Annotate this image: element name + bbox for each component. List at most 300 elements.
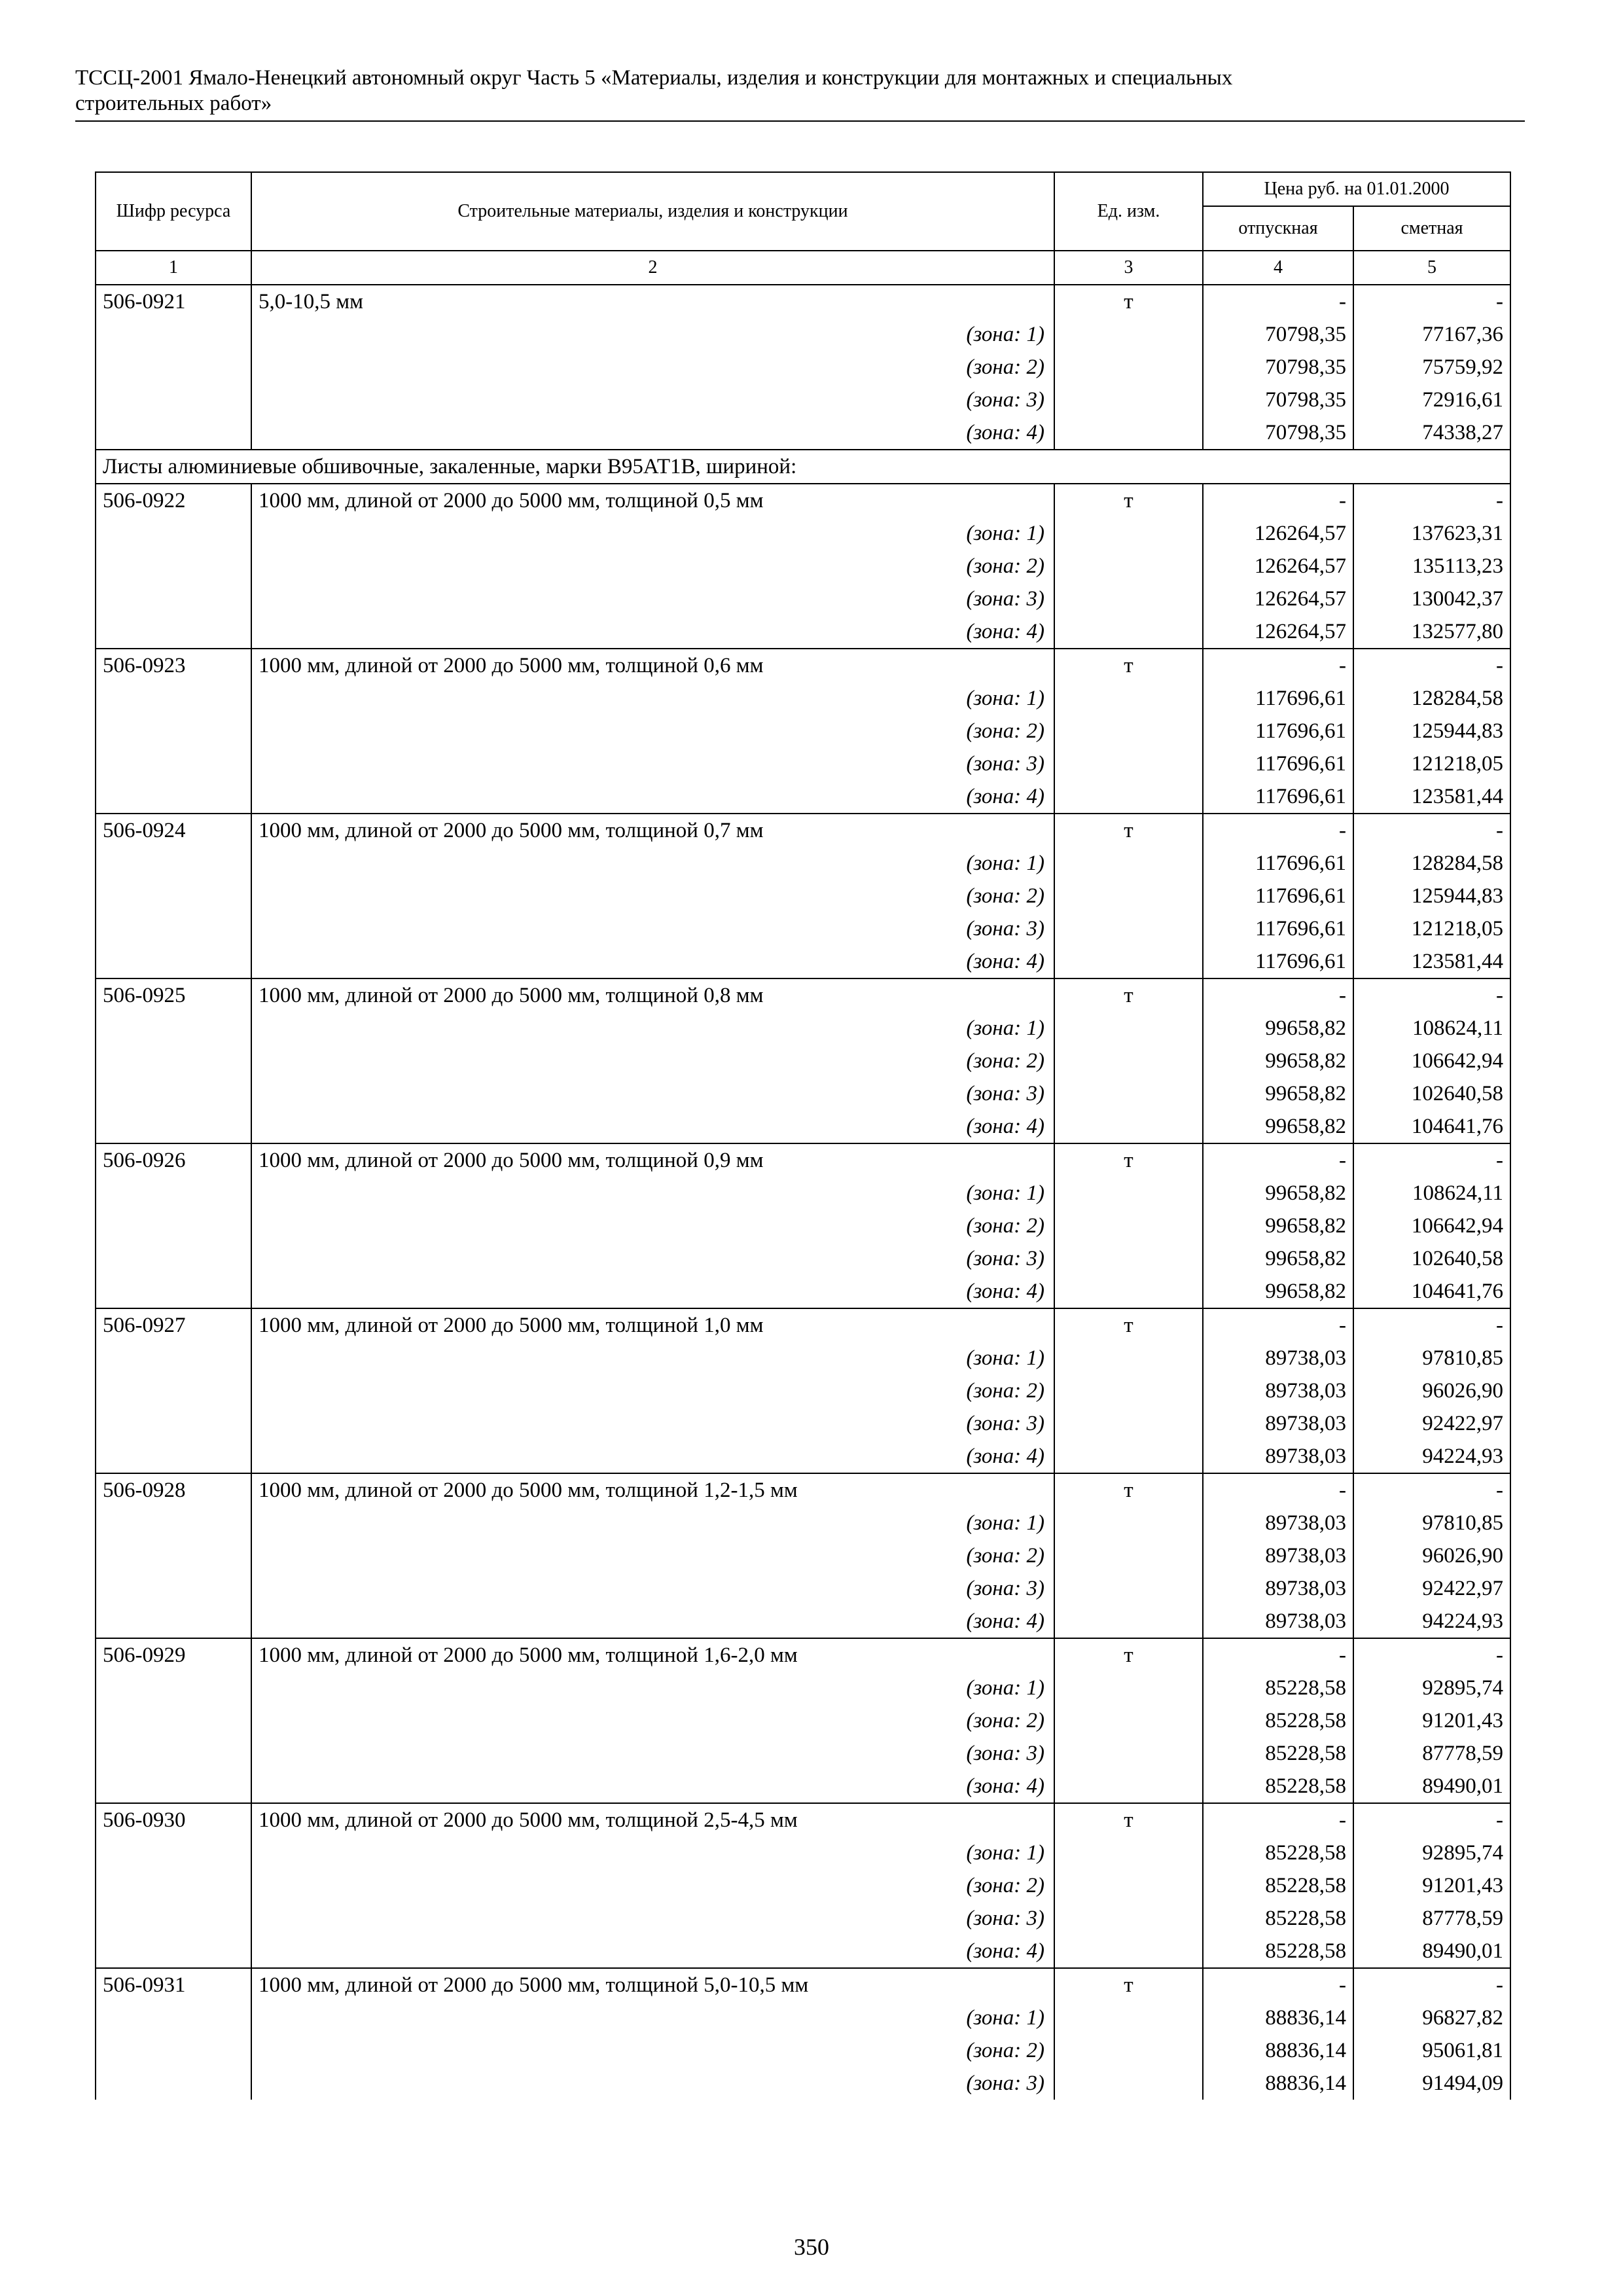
estimate-price: - <box>1353 1308 1510 1342</box>
release-price: - <box>1203 1308 1353 1342</box>
release-price: 99658,82 <box>1203 1110 1353 1143</box>
release-price: 126264,57 <box>1203 615 1353 649</box>
header-line-1: ТССЦ-2001 Ямало-Ненецкий автономный округ Часть 5 «Материалы, изделия и конструкции для монтажных и специальных <box>75 66 1233 90</box>
release-price: 117696,61 <box>1203 880 1353 912</box>
resource-code-empty <box>96 351 251 384</box>
header-material-name: Строительные материалы, изделия и конструкции <box>251 172 1054 251</box>
zone-row <box>96 1077 1510 1110</box>
zone-row <box>96 1605 1510 1638</box>
estimate-price: 106642,94 <box>1353 1045 1510 1077</box>
resource-code: 506-0931 <box>96 1968 251 2001</box>
unit-empty <box>1054 2001 1203 2034</box>
release-price: 85228,58 <box>1203 1770 1353 1803</box>
resource-code: 506-0928 <box>96 1473 251 1507</box>
release-price: 117696,61 <box>1203 847 1353 880</box>
resource-name: 1000 мм, длиной от 2000 до 5000 мм, толщиной 1,0 мм <box>251 1308 1054 1342</box>
unit-empty <box>1054 780 1203 814</box>
release-price: 89738,03 <box>1203 1342 1353 1374</box>
unit-empty <box>1054 1374 1203 1407</box>
release-price: 126264,57 <box>1203 550 1353 583</box>
zone-label: (зона: 4) <box>251 615 1054 649</box>
zone-label: (зона: 1) <box>251 1342 1054 1374</box>
resource-unit: т <box>1054 1473 1203 1507</box>
resource-name: 1000 мм, длиной от 2000 до 5000 мм, толщиной 2,5-4,5 мм <box>251 1803 1054 1837</box>
resource-code: 506-0930 <box>96 1803 251 1837</box>
estimate-price: 128284,58 <box>1353 847 1510 880</box>
zone-label: (зона: 4) <box>251 1275 1054 1308</box>
resource-code-empty <box>96 2067 251 2100</box>
zone-row <box>96 912 1510 945</box>
resource-name: 1000 мм, длиной от 2000 до 5000 мм, толщиной 0,9 мм <box>251 1143 1054 1177</box>
unit-empty <box>1054 1672 1203 1704</box>
zone-row <box>96 880 1510 912</box>
release-price: 70798,35 <box>1203 416 1353 450</box>
unit-empty <box>1054 1837 1203 1869</box>
unit-empty <box>1054 1210 1203 1242</box>
estimate-price: 96827,82 <box>1353 2001 1510 2034</box>
release-price: 117696,61 <box>1203 682 1353 715</box>
resource-code: 506-0923 <box>96 649 251 682</box>
zone-row <box>96 416 1510 450</box>
zone-row <box>96 747 1510 780</box>
resource-code-empty <box>96 1177 251 1210</box>
resource-code-empty <box>96 715 251 747</box>
estimate-price: - <box>1353 1968 1510 2001</box>
unit-empty <box>1054 384 1203 416</box>
unit-empty <box>1054 1177 1203 1210</box>
release-price: 117696,61 <box>1203 747 1353 780</box>
resource-code: 506-0922 <box>96 484 251 517</box>
unit-empty <box>1054 1110 1203 1143</box>
column-number: 5 <box>1353 251 1510 285</box>
resource-code-empty <box>96 1837 251 1869</box>
header-price-group: Цена руб. на 01.01.2000 <box>1203 172 1510 206</box>
resource-code-empty <box>96 847 251 880</box>
unit-empty <box>1054 715 1203 747</box>
unit-empty <box>1054 912 1203 945</box>
resource-code-empty <box>96 583 251 615</box>
resource-code-empty <box>96 550 251 583</box>
resource-code: 506-0929 <box>96 1638 251 1672</box>
header-resource-code: Шифр ресурса <box>96 172 251 251</box>
column-number: 1 <box>96 251 251 285</box>
estimate-price: 92895,74 <box>1353 1837 1510 1869</box>
zone-label: (зона: 3) <box>251 747 1054 780</box>
zone-label: (зона: 3) <box>251 1902 1054 1935</box>
release-price: - <box>1203 1473 1353 1507</box>
unit-empty <box>1054 1407 1203 1440</box>
resource-code-empty <box>96 1869 251 1902</box>
release-price: 89738,03 <box>1203 1407 1353 1440</box>
estimate-price: 108624,11 <box>1353 1177 1510 1210</box>
resource-price-table <box>95 171 1511 2100</box>
estimate-price: 95061,81 <box>1353 2034 1510 2067</box>
resource-code-empty <box>96 1242 251 1275</box>
zone-row <box>96 1507 1510 1539</box>
resource-code: 506-0924 <box>96 814 251 847</box>
estimate-price: 106642,94 <box>1353 1210 1510 1242</box>
release-price: 89738,03 <box>1203 1374 1353 1407</box>
estimate-price: 108624,11 <box>1353 1012 1510 1045</box>
unit-empty <box>1054 682 1203 715</box>
table-row <box>96 285 1510 318</box>
zone-label: (зона: 3) <box>251 1077 1054 1110</box>
resource-unit: т <box>1054 1308 1203 1342</box>
zone-row <box>96 1242 1510 1275</box>
resource-code-empty <box>96 1012 251 1045</box>
estimate-price: 104641,76 <box>1353 1275 1510 1308</box>
estimate-price: 87778,59 <box>1353 1902 1510 1935</box>
zone-label: (зона: 4) <box>251 1110 1054 1143</box>
release-price: 85228,58 <box>1203 1837 1353 1869</box>
resource-unit: т <box>1054 1638 1203 1672</box>
zone-label: (зона: 1) <box>251 2001 1054 2034</box>
resource-unit: т <box>1054 1143 1203 1177</box>
zone-row <box>96 1177 1510 1210</box>
zone-row <box>96 1770 1510 1803</box>
zone-label: (зона: 2) <box>251 880 1054 912</box>
zone-row <box>96 1869 1510 1902</box>
unit-empty <box>1054 1012 1203 1045</box>
release-price: 85228,58 <box>1203 1737 1353 1770</box>
zone-row <box>96 1275 1510 1308</box>
estimate-price: 137623,31 <box>1353 517 1510 550</box>
zone-label: (зона: 2) <box>251 1704 1054 1737</box>
unit-empty <box>1054 945 1203 978</box>
zone-row <box>96 780 1510 814</box>
resource-code-empty <box>96 1572 251 1605</box>
zone-row <box>96 1045 1510 1077</box>
zone-label: (зона: 1) <box>251 1177 1054 1210</box>
resource-code-empty <box>96 1077 251 1110</box>
table-row <box>96 1803 1510 1837</box>
resource-code-empty <box>96 1275 251 1308</box>
header-release-price: отпускная <box>1203 206 1353 251</box>
estimate-price: - <box>1353 1473 1510 1507</box>
estimate-price: 94224,93 <box>1353 1440 1510 1473</box>
unit-empty <box>1054 1440 1203 1473</box>
release-price: 117696,61 <box>1203 945 1353 978</box>
release-price: 99658,82 <box>1203 1177 1353 1210</box>
zone-row <box>96 1110 1510 1143</box>
group-heading-row <box>96 450 1510 484</box>
release-price: 117696,61 <box>1203 780 1353 814</box>
resource-name: 1000 мм, длиной от 2000 до 5000 мм, толщиной 0,5 мм <box>251 484 1054 517</box>
resource-unit: т <box>1054 1968 1203 2001</box>
table-row <box>96 1638 1510 1672</box>
estimate-price: - <box>1353 978 1510 1012</box>
release-price: - <box>1203 814 1353 847</box>
zone-label: (зона: 2) <box>251 1374 1054 1407</box>
release-price: 89738,03 <box>1203 1605 1353 1638</box>
release-price: 99658,82 <box>1203 1275 1353 1308</box>
zone-label: (зона: 2) <box>251 351 1054 384</box>
unit-empty <box>1054 1242 1203 1275</box>
estimate-price: 77167,36 <box>1353 318 1510 351</box>
release-price: 89738,03 <box>1203 1507 1353 1539</box>
resource-code-empty <box>96 1045 251 1077</box>
estimate-price: 91201,43 <box>1353 1704 1510 1737</box>
estimate-price: - <box>1353 1143 1510 1177</box>
unit-empty <box>1054 880 1203 912</box>
unit-empty <box>1054 517 1203 550</box>
estimate-price: - <box>1353 649 1510 682</box>
resource-code-empty <box>96 880 251 912</box>
release-price: 117696,61 <box>1203 912 1353 945</box>
column-number: 3 <box>1054 251 1203 285</box>
document-header <box>75 65 1525 117</box>
estimate-price: 97810,85 <box>1353 1342 1510 1374</box>
zone-label: (зона: 3) <box>251 384 1054 416</box>
resource-code-empty <box>96 1374 251 1407</box>
estimate-price: 102640,58 <box>1353 1242 1510 1275</box>
estimate-price: 96026,90 <box>1353 1539 1510 1572</box>
zone-row <box>96 1539 1510 1572</box>
zone-label: (зона: 4) <box>251 780 1054 814</box>
unit-empty <box>1054 1077 1203 1110</box>
unit-empty <box>1054 1572 1203 1605</box>
resource-code-empty <box>96 747 251 780</box>
resource-unit: т <box>1054 285 1203 318</box>
estimate-price: 121218,05 <box>1353 747 1510 780</box>
zone-row <box>96 1407 1510 1440</box>
column-number: 4 <box>1203 251 1353 285</box>
zone-row <box>96 2001 1510 2034</box>
estimate-price: 123581,44 <box>1353 780 1510 814</box>
unit-empty <box>1054 1770 1203 1803</box>
unit-empty <box>1054 1507 1203 1539</box>
release-price: 99658,82 <box>1203 1210 1353 1242</box>
estimate-price: 72916,61 <box>1353 384 1510 416</box>
unit-empty <box>1054 318 1203 351</box>
resource-code-empty <box>96 780 251 814</box>
zone-row <box>96 517 1510 550</box>
zone-row <box>96 1704 1510 1737</box>
resource-code-empty <box>96 517 251 550</box>
estimate-price: 128284,58 <box>1353 682 1510 715</box>
estimate-price: 97810,85 <box>1353 1507 1510 1539</box>
estimate-price: - <box>1353 484 1510 517</box>
resource-code-empty <box>96 1770 251 1803</box>
zone-label: (зона: 1) <box>251 682 1054 715</box>
estimate-price: 102640,58 <box>1353 1077 1510 1110</box>
resource-code-empty <box>96 2034 251 2067</box>
unit-empty <box>1054 550 1203 583</box>
table-row <box>96 1968 1510 2001</box>
zone-row <box>96 1902 1510 1935</box>
unit-empty <box>1054 1045 1203 1077</box>
estimate-price: 130042,37 <box>1353 583 1510 615</box>
release-price: 117696,61 <box>1203 715 1353 747</box>
zone-label: (зона: 1) <box>251 1672 1054 1704</box>
resource-unit: т <box>1054 1803 1203 1837</box>
zone-label: (зона: 3) <box>251 1737 1054 1770</box>
zone-row <box>96 583 1510 615</box>
unit-empty <box>1054 2034 1203 2067</box>
zone-row <box>96 945 1510 978</box>
release-price: 99658,82 <box>1203 1045 1353 1077</box>
release-price: - <box>1203 1638 1353 1672</box>
resource-code-empty <box>96 945 251 978</box>
release-price: 89738,03 <box>1203 1440 1353 1473</box>
estimate-price: 96026,90 <box>1353 1374 1510 1407</box>
release-price: 99658,82 <box>1203 1012 1353 1045</box>
unit-empty <box>1054 583 1203 615</box>
zone-label: (зона: 3) <box>251 912 1054 945</box>
table-row <box>96 1143 1510 1177</box>
zone-label: (зона: 4) <box>251 1935 1054 1968</box>
zone-row <box>96 615 1510 649</box>
release-price: 85228,58 <box>1203 1935 1353 1968</box>
unit-empty <box>1054 2067 1203 2100</box>
resource-name: 1000 мм, длиной от 2000 до 5000 мм, толщиной 1,2-1,5 мм <box>251 1473 1054 1507</box>
resource-code-empty <box>96 682 251 715</box>
zone-row <box>96 682 1510 715</box>
zone-row <box>96 1440 1510 1473</box>
resource-code-empty <box>96 2001 251 2034</box>
group-heading: Листы алюминиевые обшивочные, закаленные, марки В95АТ1В, шириной: <box>96 450 1510 484</box>
resource-code-empty <box>96 1672 251 1704</box>
column-number: 2 <box>251 251 1054 285</box>
resource-name: 1000 мм, длиной от 2000 до 5000 мм, толщиной 5,0-10,5 мм <box>251 1968 1054 2001</box>
resource-code-empty <box>96 1704 251 1737</box>
estimate-price: 74338,27 <box>1353 416 1510 450</box>
release-price: 70798,35 <box>1203 384 1353 416</box>
zone-row <box>96 1672 1510 1704</box>
zone-row <box>96 1572 1510 1605</box>
table-row <box>96 814 1510 847</box>
estimate-price: 125944,83 <box>1353 880 1510 912</box>
unit-empty <box>1054 847 1203 880</box>
zone-label: (зона: 1) <box>251 847 1054 880</box>
resource-code: 506-0925 <box>96 978 251 1012</box>
resource-code-empty <box>96 1110 251 1143</box>
zone-label: (зона: 1) <box>251 1507 1054 1539</box>
table-row <box>96 1473 1510 1507</box>
zone-row <box>96 1935 1510 1968</box>
zone-label: (зона: 4) <box>251 1770 1054 1803</box>
zone-label: (зона: 1) <box>251 1012 1054 1045</box>
resource-code-empty <box>96 318 251 351</box>
resource-code: 506-0926 <box>96 1143 251 1177</box>
release-price: - <box>1203 285 1353 318</box>
resource-code-empty <box>96 1539 251 1572</box>
zone-label: (зона: 1) <box>251 1837 1054 1869</box>
zone-row <box>96 847 1510 880</box>
release-price: 126264,57 <box>1203 517 1353 550</box>
resource-unit: т <box>1054 978 1203 1012</box>
estimate-price: 75759,92 <box>1353 351 1510 384</box>
estimate-price: 104641,76 <box>1353 1110 1510 1143</box>
resource-code-empty <box>96 1605 251 1638</box>
zone-label: (зона: 3) <box>251 1572 1054 1605</box>
estimate-price: - <box>1353 814 1510 847</box>
unit-empty <box>1054 1605 1203 1638</box>
estimate-price: 87778,59 <box>1353 1737 1510 1770</box>
estimate-price: 91494,09 <box>1353 2067 1510 2100</box>
release-price: 99658,82 <box>1203 1077 1353 1110</box>
zone-label: (зона: 2) <box>251 550 1054 583</box>
resource-code-empty <box>96 1440 251 1473</box>
resource-code-empty <box>96 416 251 450</box>
zone-label: (зона: 2) <box>251 1869 1054 1902</box>
zone-row <box>96 715 1510 747</box>
unit-empty <box>1054 747 1203 780</box>
resource-code-empty <box>96 1737 251 1770</box>
release-price: 126264,57 <box>1203 583 1353 615</box>
estimate-price: 89490,01 <box>1353 1770 1510 1803</box>
header-unit: Ед. изм. <box>1054 172 1203 251</box>
release-price: - <box>1203 484 1353 517</box>
release-price: 99658,82 <box>1203 1242 1353 1275</box>
resource-code-empty <box>96 384 251 416</box>
release-price: 85228,58 <box>1203 1902 1353 1935</box>
estimate-price: - <box>1353 285 1510 318</box>
estimate-price: 121218,05 <box>1353 912 1510 945</box>
table-row <box>96 1308 1510 1342</box>
resource-code: 506-0927 <box>96 1308 251 1342</box>
estimate-price: 91201,43 <box>1353 1869 1510 1902</box>
zone-row <box>96 2034 1510 2067</box>
resource-code-empty <box>96 1407 251 1440</box>
zone-label: (зона: 3) <box>251 1407 1054 1440</box>
resource-name: 1000 мм, длиной от 2000 до 5000 мм, толщиной 0,8 мм <box>251 978 1054 1012</box>
table-row <box>96 484 1510 517</box>
resource-code-empty <box>96 1210 251 1242</box>
resource-name: 1000 мм, длиной от 2000 до 5000 мм, толщиной 0,6 мм <box>251 649 1054 682</box>
resource-code-empty <box>96 1507 251 1539</box>
unit-empty <box>1054 351 1203 384</box>
unit-empty <box>1054 1737 1203 1770</box>
estimate-price: - <box>1353 1803 1510 1837</box>
unit-empty <box>1054 1869 1203 1902</box>
unit-empty <box>1054 1704 1203 1737</box>
estimate-price: 94224,93 <box>1353 1605 1510 1638</box>
estimate-price: 92422,97 <box>1353 1572 1510 1605</box>
resource-name: 5,0-10,5 мм <box>251 285 1054 318</box>
release-price: - <box>1203 1803 1353 1837</box>
resource-name: 1000 мм, длиной от 2000 до 5000 мм, толщиной 1,6-2,0 мм <box>251 1638 1054 1672</box>
release-price: - <box>1203 978 1353 1012</box>
estimate-price: - <box>1353 1638 1510 1672</box>
zone-row <box>96 1374 1510 1407</box>
table-body <box>96 285 1510 2100</box>
zone-row <box>96 384 1510 416</box>
release-price: 89738,03 <box>1203 1572 1353 1605</box>
zone-row <box>96 2067 1510 2100</box>
estimate-price: 92422,97 <box>1353 1407 1510 1440</box>
zone-row <box>96 1837 1510 1869</box>
header-estimate-price: сметная <box>1353 206 1510 251</box>
release-price: 70798,35 <box>1203 318 1353 351</box>
unit-empty <box>1054 1342 1203 1374</box>
header-line-2: строительных работ» <box>75 92 272 115</box>
estimate-price: 125944,83 <box>1353 715 1510 747</box>
zone-label: (зона: 2) <box>251 715 1054 747</box>
resource-code-empty <box>96 615 251 649</box>
zone-label: (зона: 4) <box>251 416 1054 450</box>
unit-empty <box>1054 1935 1203 1968</box>
resource-code: 506-0921 <box>96 285 251 318</box>
zone-label: (зона: 2) <box>251 2034 1054 2067</box>
resource-code-empty <box>96 1935 251 1968</box>
zone-label: (зона: 3) <box>251 1242 1054 1275</box>
release-price: 85228,58 <box>1203 1704 1353 1737</box>
release-price: - <box>1203 1143 1353 1177</box>
zone-row <box>96 1342 1510 1374</box>
zone-label: (зона: 1) <box>251 517 1054 550</box>
table-row <box>96 649 1510 682</box>
